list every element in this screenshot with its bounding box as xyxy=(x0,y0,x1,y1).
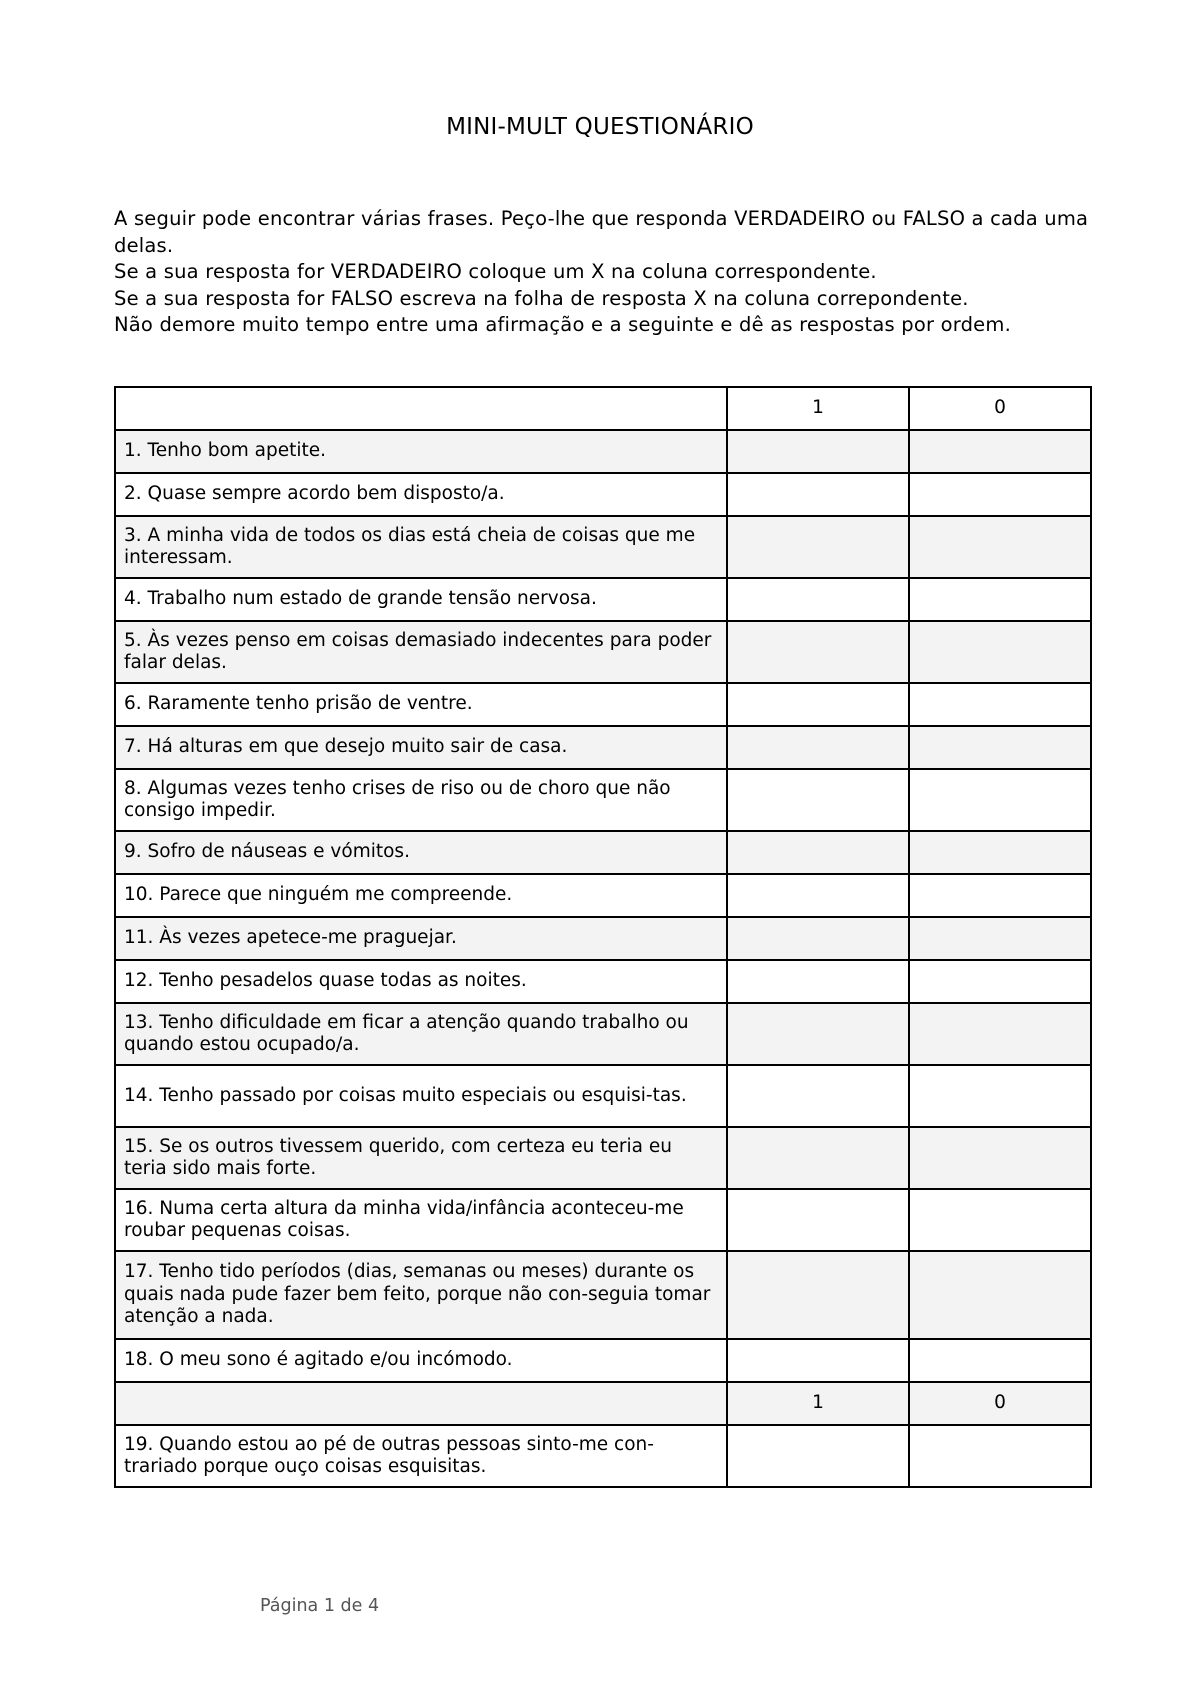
answer-true-cell[interactable] xyxy=(727,769,909,831)
answer-false-cell[interactable] xyxy=(909,516,1091,578)
answer-true-cell[interactable] xyxy=(727,874,909,917)
question-text: 5. Às vezes penso em coisas demasiado indecentes para poder falar delas. xyxy=(115,621,727,683)
question-text: 13. Tenho dificuldade em ficar a atenção quando trabalho ou quando estou ocupado/a. xyxy=(115,1003,727,1065)
answer-false-cell[interactable] xyxy=(909,917,1091,960)
table-row xyxy=(115,726,1091,769)
answer-true-cell[interactable] xyxy=(727,1003,909,1065)
answer-true-cell[interactable] xyxy=(727,1339,909,1382)
answer-false-cell[interactable] xyxy=(909,683,1091,726)
table-header-row xyxy=(115,1382,1091,1425)
table-row xyxy=(115,1339,1091,1382)
question-text: 2. Quase sempre acordo bem disposto/a. xyxy=(115,473,727,516)
answer-false-cell[interactable] xyxy=(909,1127,1091,1189)
header-true-cell: 1 xyxy=(727,387,909,430)
table-row xyxy=(115,831,1091,874)
answer-true-cell[interactable] xyxy=(727,473,909,516)
question-text: 9. Sofro de náuseas e vómitos. xyxy=(115,831,727,874)
header-true-cell: 1 xyxy=(727,1382,909,1425)
answer-false-cell[interactable] xyxy=(909,1003,1091,1065)
answer-false-cell[interactable] xyxy=(909,831,1091,874)
answer-false-cell[interactable] xyxy=(909,1189,1091,1251)
instructions xyxy=(114,206,1094,339)
page-number: Página 1 de 4 xyxy=(260,1596,380,1616)
instruction-line: A seguir pode encontrar várias frases. Peço-lhe que responda VERDADEIRO ou FALSO a cada uma delas. xyxy=(114,207,1089,257)
answer-false-cell[interactable] xyxy=(909,1251,1091,1339)
question-text: 14. Tenho passado por coisas muito especiais ou esquisi-tas. xyxy=(115,1065,727,1127)
answer-true-cell[interactable] xyxy=(727,917,909,960)
table-row xyxy=(115,621,1091,683)
answer-true-cell[interactable] xyxy=(727,831,909,874)
table-row xyxy=(115,960,1091,1003)
instruction-line: Não demore muito tempo entre uma afirmação e a seguinte e dê as respostas por ordem. xyxy=(114,313,1011,336)
table-row xyxy=(115,516,1091,578)
answer-false-cell[interactable] xyxy=(909,621,1091,683)
question-text: 15. Se os outros tivessem querido, com certeza eu teria eu teria sido mais forte. xyxy=(115,1127,727,1189)
answer-true-cell[interactable] xyxy=(727,726,909,769)
question-text: 19. Quando estou ao pé de outras pessoas sinto-me con-trariado porque ouço coisas esquisitas. xyxy=(115,1425,727,1487)
answer-true-cell[interactable] xyxy=(727,683,909,726)
answer-true-cell[interactable] xyxy=(727,1251,909,1339)
header-false-cell: 0 xyxy=(909,387,1091,430)
table-row xyxy=(115,473,1091,516)
instruction-line: Se a sua resposta for VERDADEIRO coloque um X na coluna correspondente. xyxy=(114,260,877,283)
answer-false-cell[interactable] xyxy=(909,874,1091,917)
table-row xyxy=(115,1189,1091,1251)
question-text: 1. Tenho bom apetite. xyxy=(115,430,727,473)
answer-true-cell[interactable] xyxy=(727,1127,909,1189)
table-row xyxy=(115,578,1091,621)
header-question-cell xyxy=(115,1382,727,1425)
question-text: 4. Trabalho num estado de grande tensão nervosa. xyxy=(115,578,727,621)
answer-false-cell[interactable] xyxy=(909,1425,1091,1487)
question-text: 3. A minha vida de todos os dias está cheia de coisas que me interessam. xyxy=(115,516,727,578)
table-row xyxy=(115,1251,1091,1339)
page-title: MINI-MULT QUESTIONÁRIO xyxy=(446,114,754,140)
table-row xyxy=(115,1065,1091,1127)
answer-true-cell[interactable] xyxy=(727,1065,909,1127)
answer-false-cell[interactable] xyxy=(909,960,1091,1003)
answer-true-cell[interactable] xyxy=(727,1189,909,1251)
question-text: 10. Parece que ninguém me compreende. xyxy=(115,874,727,917)
answer-true-cell[interactable] xyxy=(727,578,909,621)
answer-false-cell[interactable] xyxy=(909,473,1091,516)
answer-true-cell[interactable] xyxy=(727,960,909,1003)
header-question-cell xyxy=(115,387,727,430)
table-header-row xyxy=(115,387,1091,430)
question-text: 17. Tenho tido períodos (dias, semanas ou meses) durante os quais nada pude fazer bem feito, porque não con-seguia tomar atenção a nada. xyxy=(115,1251,727,1339)
question-text: 8. Algumas vezes tenho crises de riso ou de choro que não consigo impedir. xyxy=(115,769,727,831)
answer-false-cell[interactable] xyxy=(909,578,1091,621)
question-text: 11. Às vezes apetece-me praguejar. xyxy=(115,917,727,960)
answer-true-cell[interactable] xyxy=(727,430,909,473)
table-row xyxy=(115,1127,1091,1189)
question-text: 12. Tenho pesadelos quase todas as noites. xyxy=(115,960,727,1003)
table-row xyxy=(115,874,1091,917)
table-row xyxy=(115,430,1091,473)
answer-true-cell[interactable] xyxy=(727,1425,909,1487)
table-row xyxy=(115,1425,1091,1487)
answer-false-cell[interactable] xyxy=(909,726,1091,769)
table-row xyxy=(115,1003,1091,1065)
question-text: 18. O meu sono é agitado e/ou incómodo. xyxy=(115,1339,727,1382)
answer-true-cell[interactable] xyxy=(727,516,909,578)
header-false-cell: 0 xyxy=(909,1382,1091,1425)
table-row xyxy=(115,769,1091,831)
question-text: 16. Numa certa altura da minha vida/infância aconteceu-me roubar pequenas coisas. xyxy=(115,1189,727,1251)
table-row xyxy=(115,917,1091,960)
question-text: 6. Raramente tenho prisão de ventre. xyxy=(115,683,727,726)
answer-true-cell[interactable] xyxy=(727,621,909,683)
answer-false-cell[interactable] xyxy=(909,769,1091,831)
questionnaire-table xyxy=(114,386,1092,1488)
answer-false-cell[interactable] xyxy=(909,1339,1091,1382)
answer-false-cell[interactable] xyxy=(909,1065,1091,1127)
table-row xyxy=(115,683,1091,726)
answer-false-cell[interactable] xyxy=(909,430,1091,473)
instruction-line: Se a sua resposta for FALSO escreva na folha de resposta X na coluna correpondente. xyxy=(114,286,969,310)
question-text: 7. Há alturas em que desejo muito sair de casa. xyxy=(115,726,727,769)
